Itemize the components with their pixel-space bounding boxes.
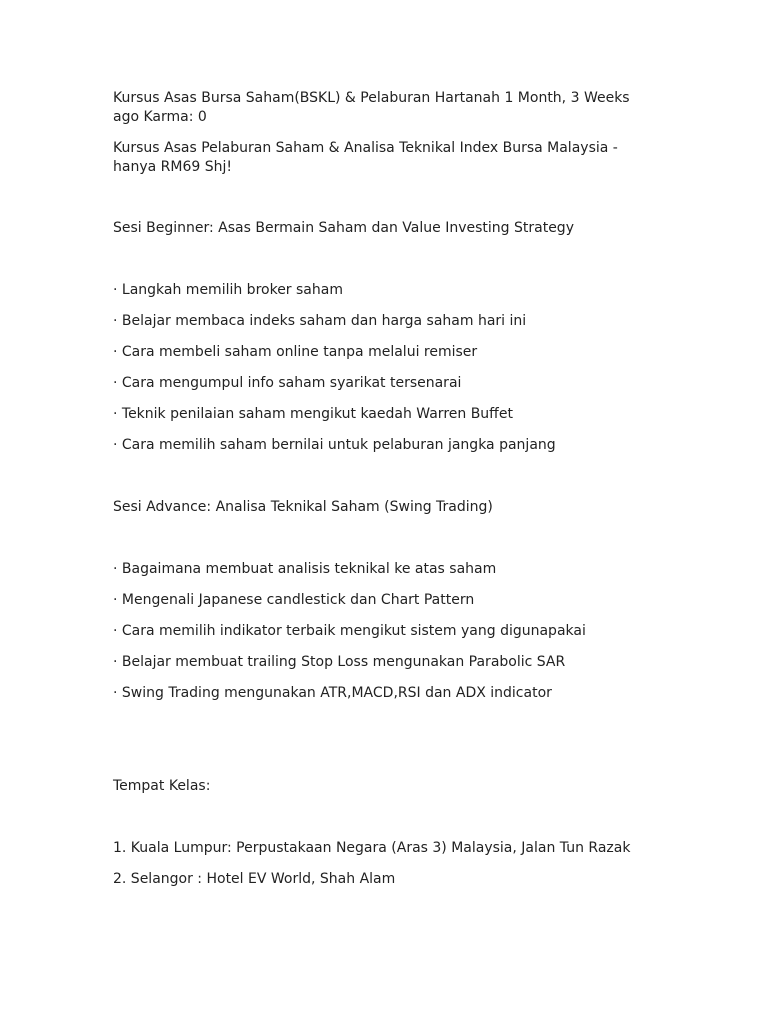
list-item: 1. Kuala Lumpur: Perpustakaan Negara (Aras 3) Malaysia, Jalan Tun Razak: [113, 840, 631, 856]
list-item: · Belajar membaca indeks saham dan harga saham hari ini: [113, 313, 527, 329]
list-item: · Belajar membuat trailing Stop Loss mengunakan Parabolic SAR: [113, 654, 566, 670]
list-item: · Cara memilih saham bernilai untuk pelaburan jangka panjang: [113, 437, 556, 453]
list-item: · Cara mengumpul info saham syarikat tersenarai: [113, 375, 462, 391]
list-item: · Cara memilih indikator terbaik mengikut sistem yang digunapakai: [113, 623, 586, 639]
list-item: · Teknik penilaian saham mengikut kaedah Warren Buffet: [113, 406, 513, 422]
list-item: · Mengenali Japanese candlestick dan Chart Pattern: [113, 592, 475, 608]
list-item: · Langkah memilih broker saham: [113, 282, 343, 298]
list-item: · Swing Trading mengunakan ATR,MACD,RSI dan ADX indicator: [113, 685, 552, 701]
intro-line-2: hanya RM69 Shj!: [113, 159, 232, 175]
title-line-2: ago Karma: 0: [113, 109, 207, 125]
list-item: · Cara membeli saham online tanpa melalui remiser: [113, 344, 478, 360]
title-line-1: Kursus Asas Bursa Saham(BSKL) & Pelaburan Hartanah 1 Month, 3 Weeks: [113, 90, 630, 106]
list-item: · Bagaimana membuat analisis teknikal ke atas saham: [113, 561, 497, 577]
advance-heading: Sesi Advance: Analisa Teknikal Saham (Swing Trading): [113, 499, 493, 515]
beginner-heading: Sesi Beginner: Asas Bermain Saham dan Value Investing Strategy: [113, 220, 574, 236]
list-item: 2. Selangor : Hotel EV World, Shah Alam: [113, 871, 396, 887]
venue-heading: Tempat Kelas:: [113, 778, 211, 794]
intro-line-1: Kursus Asas Pelaburan Saham & Analisa Teknikal Index Bursa Malaysia -: [113, 140, 618, 156]
